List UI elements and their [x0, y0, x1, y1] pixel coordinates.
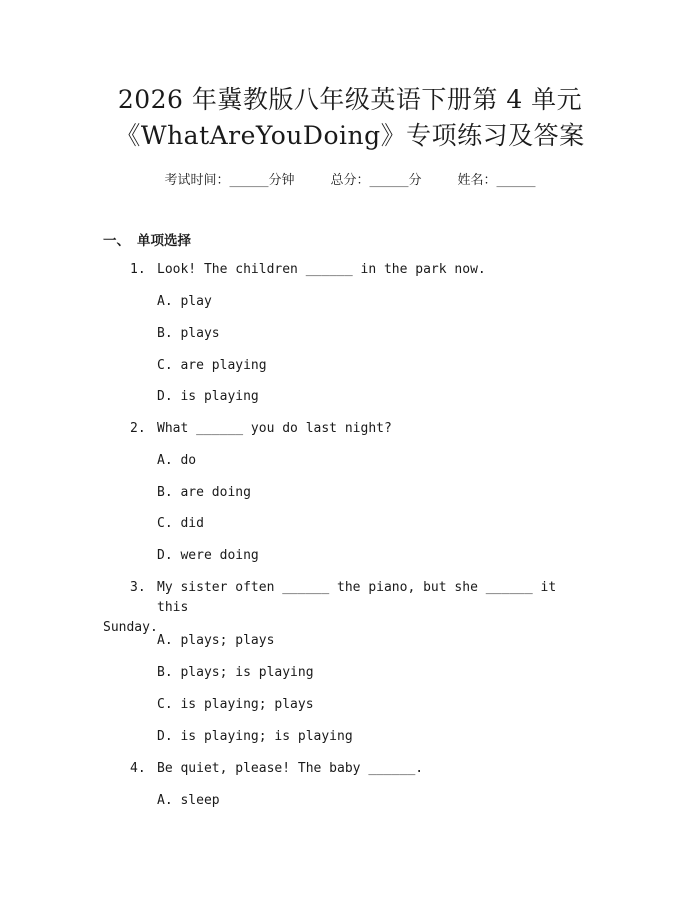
document-title-line-1: 2026 年冀教版八年级英语下册第 4 单元 — [117, 85, 583, 114]
student-name: 姓名：______ — [457, 173, 536, 188]
question-text: Be quiet, please! The baby ______. — [157, 761, 424, 776]
question-2 — [103, 419, 563, 439]
question-1 — [103, 260, 563, 280]
question-number: 3. — [130, 580, 146, 595]
question-text-continued: Sunday. — [103, 620, 158, 635]
exam-time: 考试时间：______分钟 — [164, 173, 295, 188]
option-1b: B. plays — [157, 326, 220, 341]
question-number: 2. — [130, 421, 146, 436]
option-3c: C. is playing; plays — [157, 697, 314, 712]
exam-total-score: 总分：______分 — [330, 173, 422, 188]
option-3d: D. is playing; is playing — [157, 729, 353, 744]
question-text: Look! The children ______ in the park now. — [157, 262, 486, 277]
option-1a: A. play — [157, 294, 212, 309]
option-2d: D. were doing — [157, 548, 259, 563]
option-3a: A. plays; plays — [157, 633, 275, 648]
section-title: 单项选择 — [137, 233, 191, 249]
exam-meta — [0, 169, 700, 188]
section-heading — [103, 229, 191, 249]
option-4a: A. sleep — [157, 793, 220, 808]
question-3 — [103, 578, 563, 638]
option-3b: B. plays; is playing — [157, 665, 314, 680]
section-number: 一、 — [103, 233, 130, 249]
document-title-line-2: 《WhatAreYouDoing》专项练习及答案 — [115, 121, 585, 150]
option-1c: C. are playing — [157, 358, 267, 373]
option-1d: D. is playing — [157, 389, 259, 404]
question-number: 1. — [130, 262, 146, 277]
option-2a: A. do — [157, 453, 197, 468]
option-2b: B. are doing — [157, 485, 251, 500]
option-2c: C. did — [157, 516, 204, 531]
question-text: My sister often ______ the piano, but she ______ it this — [157, 580, 557, 615]
question-number: 4. — [130, 761, 146, 776]
question-4 — [103, 759, 563, 779]
question-text: What ______ you do last night? — [157, 421, 392, 436]
